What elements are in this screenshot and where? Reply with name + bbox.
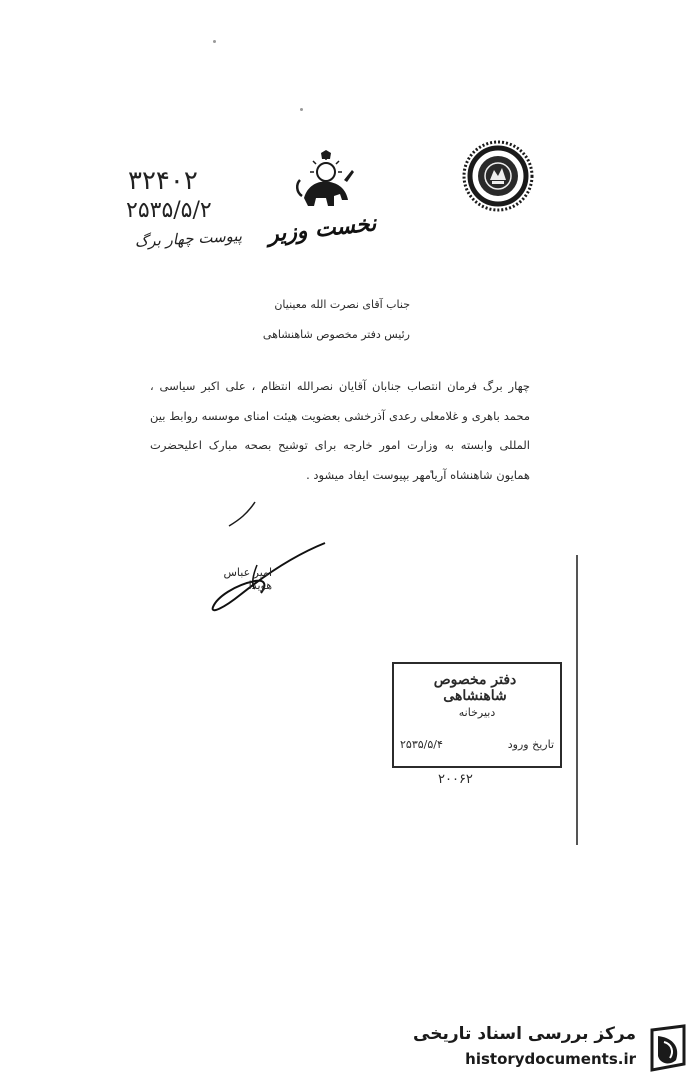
watermark-url: historydocuments.ir [465, 1050, 636, 1068]
registration-stamp [392, 662, 562, 768]
scan-speck [300, 108, 303, 111]
addressee-block [200, 290, 410, 350]
stamp-office-name: دفتر مخصوص شاهنشاهی [433, 672, 517, 704]
stamp-date-row [400, 738, 554, 751]
watermark-title: مرکز بررسی اسناد تاریخی [413, 1024, 636, 1044]
stamp-date-value: ۲۵۳۵/۵/۴ [400, 738, 443, 751]
office-title: نخست وزیر [266, 210, 378, 248]
reference-date: ۲۵۳۵/۵/۲ [126, 198, 212, 223]
royal-seal-icon [462, 140, 534, 212]
addressee-title: رئیس دفتر مخصوص شاهنشاهی [262, 328, 410, 341]
reference-number: ۳۲۴۰۲ [128, 166, 198, 196]
lion-and-sun-emblem-icon [290, 150, 362, 214]
stamp-date-label: تاریخ ورود [507, 738, 554, 751]
archive-watermark [412, 1022, 692, 1076]
addressee-name: جناب آقای نصرت الله معینیان [274, 298, 410, 311]
archive-logo-icon [644, 1024, 692, 1074]
signatory-name: امیر عباس هویدا [223, 566, 272, 592]
stamp-department: دبیرخانه [458, 706, 496, 719]
page-edge-divider [576, 555, 578, 845]
margin-check-mark-icon [225, 500, 275, 530]
scan-speck [213, 40, 216, 43]
stamp-registration-number: ۲۰۰۶۲ [438, 772, 473, 787]
letter-body: چهار برگ فرمان انتصاب جنابان آقایان نصرالله انتظام ، علی اکبر سیاسی ، محمد باهری و غلامعلی رعدی آذرخشی بعضویت هیئت امنای موسسه روابط بین المللی وابسته به وزارت امور خارجه برای توشیح بصحه مبارک اعلیحضرت همایون شاهنشاه آریامهر بپیوست ایفاد میشود . [150, 379, 530, 482]
reference-note: پیوست چهار برگ [134, 226, 243, 251]
